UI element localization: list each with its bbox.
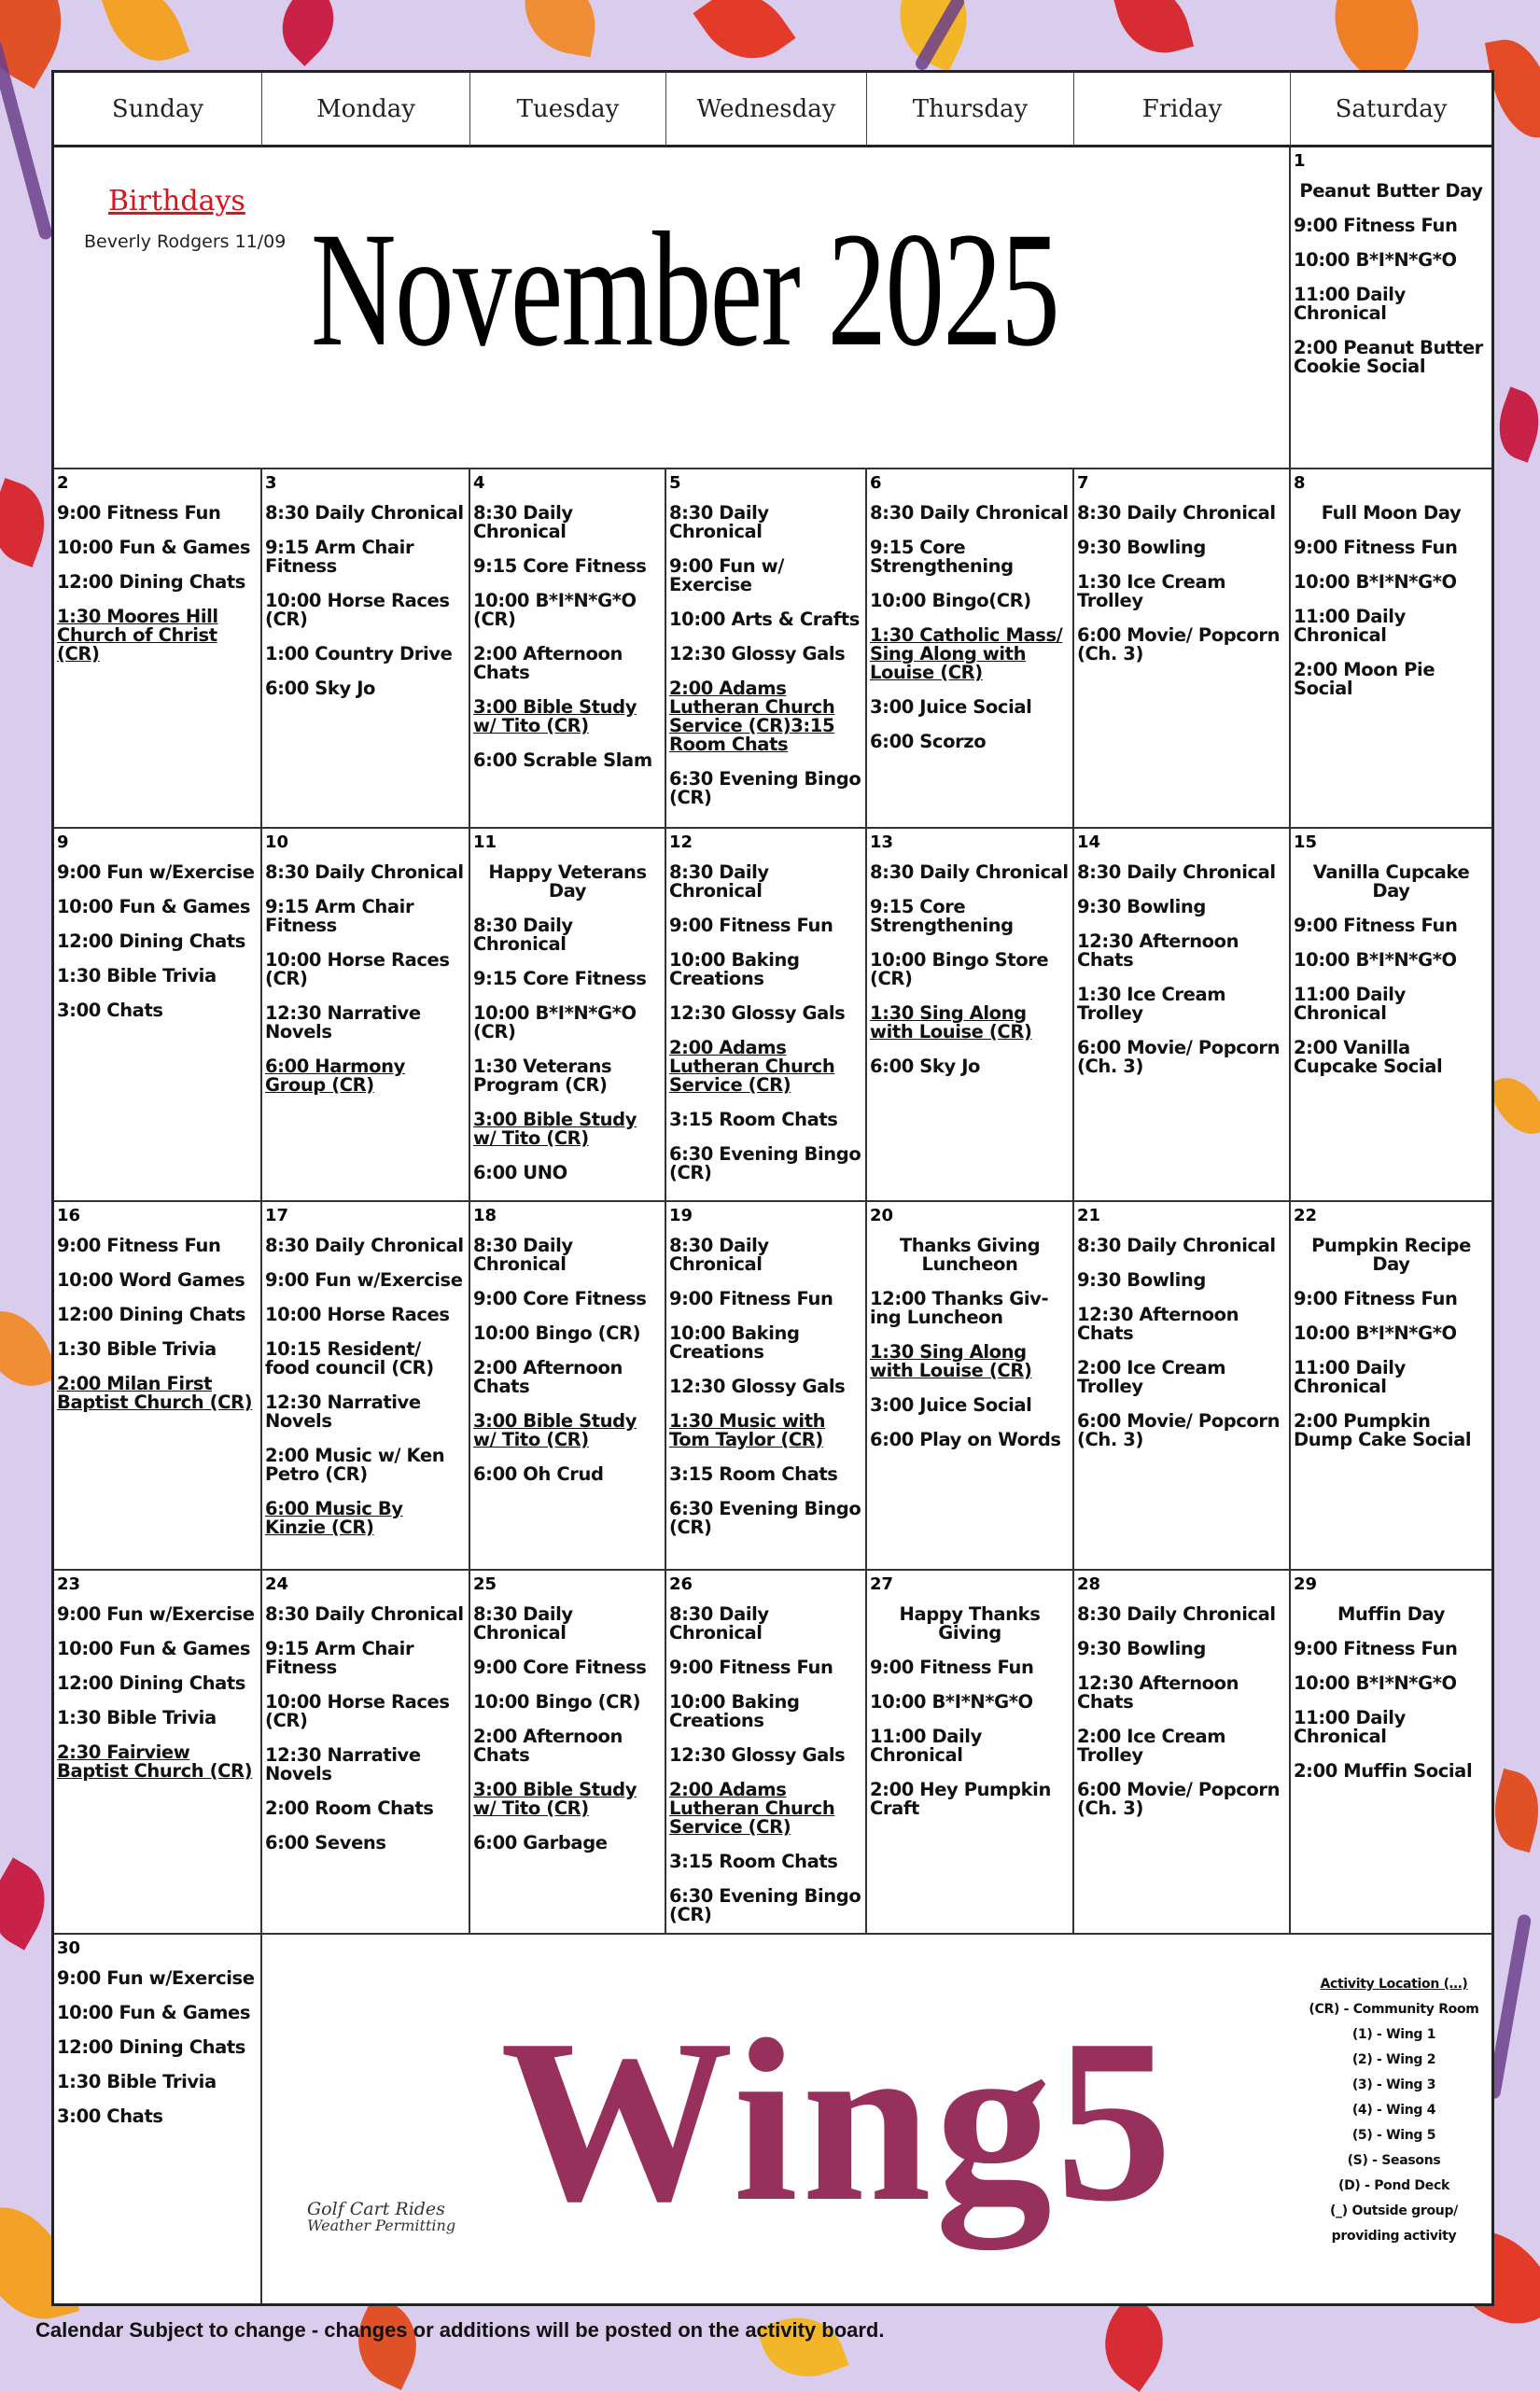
activity-item: 8:30 Daily Chronical — [1077, 861, 1276, 883]
activity-item: 12:30 Afternoon Chats — [1077, 1672, 1239, 1713]
activity-item: 9:00 Fitness Fun — [57, 1235, 221, 1256]
day-cell — [666, 1202, 867, 1571]
birthday-entry: Beverly Rodgers 11/09 — [84, 231, 287, 252]
activity-item: 10:15 Resident/ food council (CR) — [265, 1338, 434, 1378]
legend-item: (1) - Wing 1 — [1351, 2027, 1436, 2042]
activity-item: 10:00 B*I*N*G*O — [870, 1691, 1033, 1713]
activity-item: 12:30 Glossy Gals — [669, 1744, 846, 1766]
activity-item: 10:00 Baking Creations — [669, 949, 800, 989]
activity-item: 12:00 Dining Chats — [57, 930, 246, 952]
golf-cart-line2: Weather Permitting — [307, 2217, 456, 2234]
activity-item: 8:30 Daily Chronical — [669, 502, 769, 542]
activity-item: 10:00 Fun & Games — [57, 537, 251, 558]
activity-item: 8:30 Daily Chronical — [870, 502, 1069, 524]
golf-cart-line1: Golf Cart Rides — [307, 2199, 445, 2219]
weekday-thursday: Thursday — [867, 73, 1074, 147]
activity-item: 3:15 Room Chats — [669, 1851, 838, 1872]
weekday-saturday: Saturday — [1291, 73, 1491, 147]
day-cell — [666, 1571, 867, 1935]
day-theme: Muffin Day — [1337, 1603, 1446, 1625]
activity-item: 3:00 Bible Study w/ Tito (CR) — [473, 696, 637, 736]
activity-item: 6:00 Movie/ Popcorn (Ch. 3) — [1077, 1410, 1281, 1450]
activity-item: 9:15 Arm Chair Fitness — [265, 1638, 414, 1678]
day-number: 4 — [473, 473, 485, 493]
leaf-decoration — [265, 0, 351, 66]
activity-item: 12:30 Narrative Novels — [265, 1744, 421, 1784]
activity-item: 2:00 Moon Pie Social — [1294, 659, 1435, 699]
leaf-decoration — [1112, 0, 1194, 63]
activity-item: 8:30 Daily Chronical — [669, 861, 769, 902]
day-cell — [54, 1935, 262, 2303]
activity-item: 9:00 Fitness Fun — [1294, 215, 1458, 236]
activity-item: 9:30 Bowling — [1077, 1269, 1206, 1291]
activity-location-legend — [1303, 1972, 1485, 2249]
day-cell — [1291, 1202, 1491, 1571]
leaf-decoration — [100, 0, 190, 74]
day-theme: Peanut Butter Day — [1299, 180, 1483, 202]
activity-item: 6:30 Evening Bingo (CR) — [669, 1143, 861, 1183]
activity-item: 10:00 B*I*N*G*O (CR) — [473, 1002, 637, 1042]
day-cell — [470, 1202, 666, 1571]
activity-item: 8:30 Daily Chronical — [473, 915, 573, 955]
activity-item: 3:15 Room Chats — [669, 1109, 838, 1130]
day-cell — [1074, 1571, 1291, 1935]
activity-item: 8:30 Daily Chronical — [473, 1235, 573, 1275]
wing-title: Wing5 — [500, 1992, 1176, 2250]
activity-item: 6:30 Evening Bingo (CR) — [669, 768, 861, 808]
day-number: 19 — [669, 1206, 693, 1225]
activity-item: 9:00 Fitness Fun — [1294, 537, 1458, 558]
activity-item: 3:00 Bible Study w/ Tito (CR) — [473, 1410, 637, 1450]
activity-item: 12:30 Afternoon Chats — [1077, 930, 1239, 971]
day-number: 30 — [57, 1938, 81, 1958]
activity-item: 3:15 Room Chats — [669, 1463, 838, 1485]
activity-item: 10:00 Bingo (CR) — [473, 1322, 641, 1344]
activity-item: 12:00 Dining Chats — [57, 1304, 246, 1325]
day-number: 7 — [1077, 473, 1089, 493]
legend-title: Activity Location (…) — [1320, 1977, 1468, 1992]
day-cell — [1074, 469, 1291, 829]
day-theme: Vanilla Cupcake Day — [1312, 861, 1470, 902]
legend-item: (D) - Pond Deck — [1338, 2178, 1449, 2193]
day-number: 21 — [1077, 1206, 1101, 1225]
day-number: 3 — [265, 473, 277, 493]
activity-item: 12:30 Glossy Gals — [669, 1376, 846, 1397]
activity-item: 6:00 Garbage — [473, 1832, 608, 1853]
day-cell — [1291, 1571, 1491, 1935]
activity-item: 10:00 B*I*N*G*O — [1294, 571, 1457, 593]
day-cell — [470, 1571, 666, 1935]
day-cell — [867, 1571, 1074, 1935]
activity-item: 9:15 Core Strengthening — [870, 537, 1014, 577]
day-cell — [666, 829, 867, 1202]
activity-item: 1:30 Bible Trivia — [57, 965, 217, 986]
activity-item: 9:00 Fitness Fun — [669, 1288, 833, 1309]
day-number: 1 — [1294, 151, 1306, 171]
calendar-grid — [51, 70, 1494, 2306]
activity-item: 10:00 B*I*N*G*O (CR) — [473, 590, 637, 630]
activity-item: 1:30 Bible Trivia — [57, 1338, 217, 1360]
weekday-wednesday: Wednesday — [666, 73, 867, 147]
activity-item: 12:00 Dining Chats — [57, 2036, 246, 2058]
activity-item: 1:30 Moores Hill Church of Christ (CR) — [57, 606, 218, 664]
activity-item: 9:30 Bowling — [1077, 1638, 1206, 1659]
leaf-decoration — [0, 1299, 59, 1399]
activity-item: 10:00 Bingo(CR) — [870, 590, 1031, 611]
activity-item: 12:00 Dining Chats — [57, 571, 246, 593]
activity-item: 12:30 Glossy Gals — [669, 1002, 846, 1024]
activity-item: 9:15 Arm Chair Fitness — [265, 896, 414, 936]
activity-item: 2:00 Afternoon Chats — [473, 1726, 623, 1766]
day-number: 6 — [870, 473, 882, 493]
activity-item: 10:00 Fun & Games — [57, 1638, 251, 1659]
day-number: 16 — [57, 1206, 81, 1225]
activity-item: 2:00 Milan First Baptist Church (CR) — [57, 1373, 253, 1413]
activity-item: 6:00 Harmony Group (CR) — [265, 1056, 405, 1096]
activity-item: 2:00 Hey Pumpkin Craft — [870, 1779, 1051, 1819]
activity-item: 9:00 Core Fitness — [473, 1657, 647, 1678]
day-number: 28 — [1077, 1574, 1101, 1594]
activity-item: 11:00 Daily Chronical — [1294, 284, 1406, 324]
day-cell — [867, 469, 1074, 829]
activity-item: 8:30 Daily Chronical — [1077, 1603, 1276, 1625]
activity-item: 2:00 Music w/ Ken Petro (CR) — [265, 1445, 445, 1485]
activity-item: 6:00 Play on Words — [870, 1429, 1061, 1450]
activity-item: 6:00 Movie/ Popcorn (Ch. 3) — [1077, 624, 1281, 664]
activity-item: 8:30 Daily Chronical — [1077, 502, 1276, 524]
activity-item: 10:00 Horse Races — [265, 1304, 450, 1325]
activity-item: 9:00 Fun w/Exercise — [265, 1269, 463, 1291]
day-number: 10 — [265, 832, 289, 852]
activity-item: 12:30 Narrative Novels — [265, 1002, 421, 1042]
activity-item: 11:00 Daily Chronical — [1294, 606, 1406, 646]
activity-item: 2:00 Room Chats — [265, 1797, 434, 1819]
activity-item: 9:00 Core Fitness — [473, 1288, 647, 1309]
activity-item: 12:30 Glossy Gals — [669, 643, 846, 664]
activity-item: 9:15 Core Fitness — [473, 555, 647, 577]
activity-item: 1:30 Ice Cream Trolley — [1077, 571, 1226, 611]
day-cell — [867, 1202, 1074, 1571]
activity-item: 9:00 Fitness Fun — [1294, 915, 1458, 936]
day-cell — [262, 469, 470, 829]
activity-item: 1:30 Music with Tom Taylor (CR) — [669, 1410, 826, 1450]
activity-item: 9:00 Fitness Fun — [1294, 1288, 1458, 1309]
footer-block — [262, 1935, 1491, 2303]
activity-item: 2:00 Ice Cream Trolley — [1077, 1726, 1226, 1766]
activity-item: 9:00 Fitness Fun — [57, 502, 221, 524]
day-cell — [54, 1571, 262, 1935]
day-number: 2 — [57, 473, 69, 493]
activity-item: 12:00 Thanks Giv-ing Luncheon — [870, 1288, 1049, 1328]
day-number: 9 — [57, 832, 69, 852]
activity-item: 3:00 Chats — [57, 1000, 163, 1021]
activity-item: 9:15 Core Strengthening — [870, 896, 1014, 936]
activity-item: 1:30 Bible Trivia — [57, 2071, 217, 2092]
activity-item: 10:00 B*I*N*G*O — [1294, 1322, 1457, 1344]
activity-item: 6:00 Movie/ Popcorn (Ch. 3) — [1077, 1779, 1281, 1819]
activity-item: 8:30 Daily Chronical — [1077, 1235, 1276, 1256]
activity-item: 1:30 Sing Along with Louise (CR) — [870, 1002, 1032, 1042]
activity-item: 2:00 Afternoon Chats — [473, 643, 623, 683]
activity-item: 6:00 Music By Kinzie (CR) — [265, 1498, 403, 1538]
day-theme: Full Moon Day — [1321, 502, 1462, 524]
leaf-decoration — [0, 478, 58, 567]
legend-item: (5) - Wing 5 — [1351, 2128, 1436, 2143]
activity-item: 8:30 Daily Chronical — [473, 1603, 573, 1644]
day-number: 18 — [473, 1206, 497, 1225]
day-number: 5 — [669, 473, 681, 493]
activity-item: 2:30 Fairview Baptist Church (CR) — [57, 1742, 253, 1782]
activity-item: 10:00 Baking Creations — [669, 1322, 800, 1363]
day-number: 20 — [870, 1206, 894, 1225]
activity-item: 3:00 Chats — [57, 2105, 163, 2127]
day-cell — [470, 829, 666, 1202]
activity-item: 10:00 Horse Races (CR) — [265, 590, 450, 630]
legend-item: (S) - Seasons — [1347, 2153, 1441, 2168]
leaf-decoration — [1488, 386, 1540, 462]
activity-item: 6:00 Sevens — [265, 1832, 386, 1853]
activity-item: 9:30 Bowling — [1077, 537, 1206, 558]
day-number: 15 — [1294, 832, 1318, 852]
activity-item: 9:15 Core Fitness — [473, 968, 647, 989]
weekday-tuesday: Tuesday — [470, 73, 666, 147]
activity-item: 11:00 Daily Chronical — [1294, 1707, 1406, 1747]
legend-item: (4) - Wing 4 — [1351, 2103, 1436, 2118]
weekday-friday: Friday — [1074, 73, 1291, 147]
activity-item: 2:00 Afternoon Chats — [473, 1357, 623, 1397]
activity-item: 9:00 Fun w/Exercise — [57, 1603, 255, 1625]
day-theme: Pumpkin Recipe Day — [1311, 1235, 1471, 1275]
leaf-decoration — [517, 0, 604, 57]
activity-item: 6:00 Scorzo — [870, 731, 987, 752]
activity-item: 1:30 Veterans Program (CR) — [473, 1056, 612, 1096]
day-cell — [1074, 1202, 1291, 1571]
activity-item: 10:00 Horse Races (CR) — [265, 1691, 450, 1731]
leaf-decoration — [342, 2295, 432, 2390]
activity-item: 8:30 Daily Chronical — [265, 1603, 464, 1625]
day-cell — [262, 1571, 470, 1935]
legend-item: (2) - Wing 2 — [1351, 2052, 1436, 2067]
activity-item: 10:00 Baking Creations — [669, 1691, 800, 1731]
activity-item: 8:30 Daily Chronical — [669, 1235, 769, 1275]
activity-item: 6:30 Evening Bingo (CR) — [669, 1498, 861, 1538]
activity-item: 1:00 Country Drive — [265, 643, 453, 664]
activity-item: 6:00 Movie/ Popcorn (Ch. 3) — [1077, 1037, 1281, 1077]
day-cell — [1291, 147, 1491, 469]
day-number: 29 — [1294, 1574, 1318, 1594]
day-cell — [1291, 469, 1491, 829]
leaf-decoration — [693, 0, 795, 78]
title-block — [54, 147, 1291, 469]
activity-item: 10:00 Word Games — [57, 1269, 245, 1291]
birthdays-heading: Birthdays — [108, 185, 245, 217]
day-theme: Happy Thanks Giving — [899, 1603, 1041, 1644]
activity-item: 2:00 Ice Cream Trolley — [1077, 1357, 1226, 1397]
day-theme: Thanks Giving Luncheon — [899, 1235, 1041, 1275]
activity-item: 10:00 B*I*N*G*O — [1294, 249, 1457, 271]
activity-item: 2:00 Adams Lutheran Church Service (CR)3:15 Room Chats — [669, 678, 835, 755]
activity-item: 6:00 Oh Crud — [473, 1463, 604, 1485]
activity-item: 11:00 Daily Chronical — [870, 1726, 982, 1766]
activity-item: 6:00 Sky Jo — [265, 678, 376, 699]
activity-item: 12:30 Afternoon Chats — [1077, 1304, 1239, 1344]
activity-item: 8:30 Daily Chronical — [473, 502, 573, 542]
activity-item: 2:00 Adams Lutheran Church Service (CR) — [669, 1779, 835, 1838]
weekday-monday: Monday — [262, 73, 470, 147]
activity-item: 3:00 Juice Social — [870, 1394, 1032, 1416]
day-number: 27 — [870, 1574, 894, 1594]
activity-item: 1:30 Bible Trivia — [57, 1707, 217, 1728]
legend-item: (_) Outside group/ providing activity — [1330, 2203, 1458, 2244]
day-number: 23 — [57, 1574, 81, 1594]
legend-item: (3) - Wing 3 — [1351, 2077, 1436, 2092]
disclaimer-text: Calendar Subject to change - changes or additions will be posted on the activity board. — [35, 2318, 885, 2342]
day-number: 25 — [473, 1574, 497, 1594]
activity-item: 8:30 Daily Chronical — [265, 502, 464, 524]
activity-item: 2:00 Adams Lutheran Church Service (CR) — [669, 1037, 835, 1096]
activity-item: 1:30 Catholic Mass/ Sing Along with Louise (CR) — [870, 624, 1063, 683]
day-cell — [867, 829, 1074, 1202]
activity-item: 8:30 Daily Chronical — [669, 1603, 769, 1644]
activity-item: 2:00 Muffin Social — [1294, 1760, 1473, 1782]
day-number: 14 — [1077, 832, 1101, 852]
activity-item: 8:30 Daily Chronical — [265, 861, 464, 883]
activity-item: 9:00 Fun w/Exercise — [57, 1967, 255, 1989]
activity-item: 9:00 Fun w/ Exercise — [669, 555, 784, 595]
day-number: 26 — [669, 1574, 693, 1594]
activity-item: 10:00 Arts & Crafts — [669, 608, 860, 630]
activity-item: 1:30 Sing Along with Louise (CR) — [870, 1341, 1032, 1381]
leaf-decoration — [1085, 2293, 1182, 2392]
activity-item: 10:00 Bingo Store (CR) — [870, 949, 1049, 989]
day-cell — [54, 829, 262, 1202]
day-number: 8 — [1294, 473, 1306, 493]
activity-item: 10:00 Bingo (CR) — [473, 1691, 641, 1713]
legend-item: (CR) - Community Room — [1309, 2002, 1479, 2017]
activity-item: 2:00 Vanilla Cupcake Social — [1294, 1037, 1443, 1077]
activity-item: 3:00 Bible Study w/ Tito (CR) — [473, 1779, 637, 1819]
activity-item: 6:00 Sky Jo — [870, 1056, 981, 1077]
activity-item: 9:00 Fun w/Exercise — [57, 861, 255, 883]
activity-item: 9:00 Fitness Fun — [870, 1657, 1034, 1678]
day-cell — [262, 1202, 470, 1571]
activity-item: 9:00 Fitness Fun — [669, 1657, 833, 1678]
weekday-sunday: Sunday — [54, 73, 262, 147]
activity-item: 10:00 Fun & Games — [57, 2002, 251, 2023]
activity-item: 2:00 Peanut Butter Cookie Social — [1294, 337, 1483, 377]
activity-item: 3:00 Bible Study w/ Tito (CR) — [473, 1109, 637, 1149]
activity-item: 11:00 Daily Chronical — [1294, 984, 1406, 1024]
activity-item: 6:00 Scrable Slam — [473, 749, 652, 771]
activity-item: 10:00 Horse Races (CR) — [265, 949, 450, 989]
day-number: 17 — [265, 1206, 289, 1225]
activity-item: 10:00 B*I*N*G*O — [1294, 1672, 1457, 1694]
day-cell — [470, 469, 666, 829]
day-cell — [666, 469, 867, 829]
activity-item: 8:30 Daily Chronical — [870, 861, 1069, 883]
day-cell — [1074, 829, 1291, 1202]
activity-item: 6:00 UNO — [473, 1162, 567, 1183]
activity-item: 10:00 Fun & Games — [57, 896, 251, 917]
day-theme: Happy Veterans Day — [488, 861, 647, 902]
activity-item: 8:30 Daily Chronical — [265, 1235, 464, 1256]
month-title: November 2025 — [311, 199, 1059, 381]
day-number: 12 — [669, 832, 693, 852]
activity-item: 1:30 Ice Cream Trolley — [1077, 984, 1226, 1024]
activity-item: 6:30 Evening Bingo (CR) — [669, 1885, 861, 1925]
day-cell — [54, 469, 262, 829]
golf-cart-note — [307, 2201, 455, 2234]
activity-item: 12:30 Narrative Novels — [265, 1392, 421, 1432]
day-number: 13 — [870, 832, 894, 852]
activity-item: 11:00 Daily Chronical — [1294, 1357, 1406, 1397]
activity-item: 10:00 B*I*N*G*O — [1294, 949, 1457, 971]
activity-item: 9:00 Fitness Fun — [669, 915, 833, 936]
activity-item: 9:00 Fitness Fun — [1294, 1638, 1458, 1659]
day-number: 22 — [1294, 1206, 1318, 1225]
day-number: 11 — [473, 832, 497, 852]
day-cell — [1291, 829, 1491, 1202]
activity-item: 2:00 Pumpkin Dump Cake Social — [1294, 1410, 1472, 1450]
day-cell — [262, 829, 470, 1202]
activity-item: 3:00 Juice Social — [870, 696, 1032, 718]
activity-item: 9:30 Bowling — [1077, 896, 1206, 917]
day-cell — [54, 1202, 262, 1571]
day-number: 24 — [265, 1574, 289, 1594]
activity-item: 9:15 Arm Chair Fitness — [265, 537, 414, 577]
activity-item: 12:00 Dining Chats — [57, 1672, 246, 1694]
leaf-decoration — [756, 2303, 848, 2390]
